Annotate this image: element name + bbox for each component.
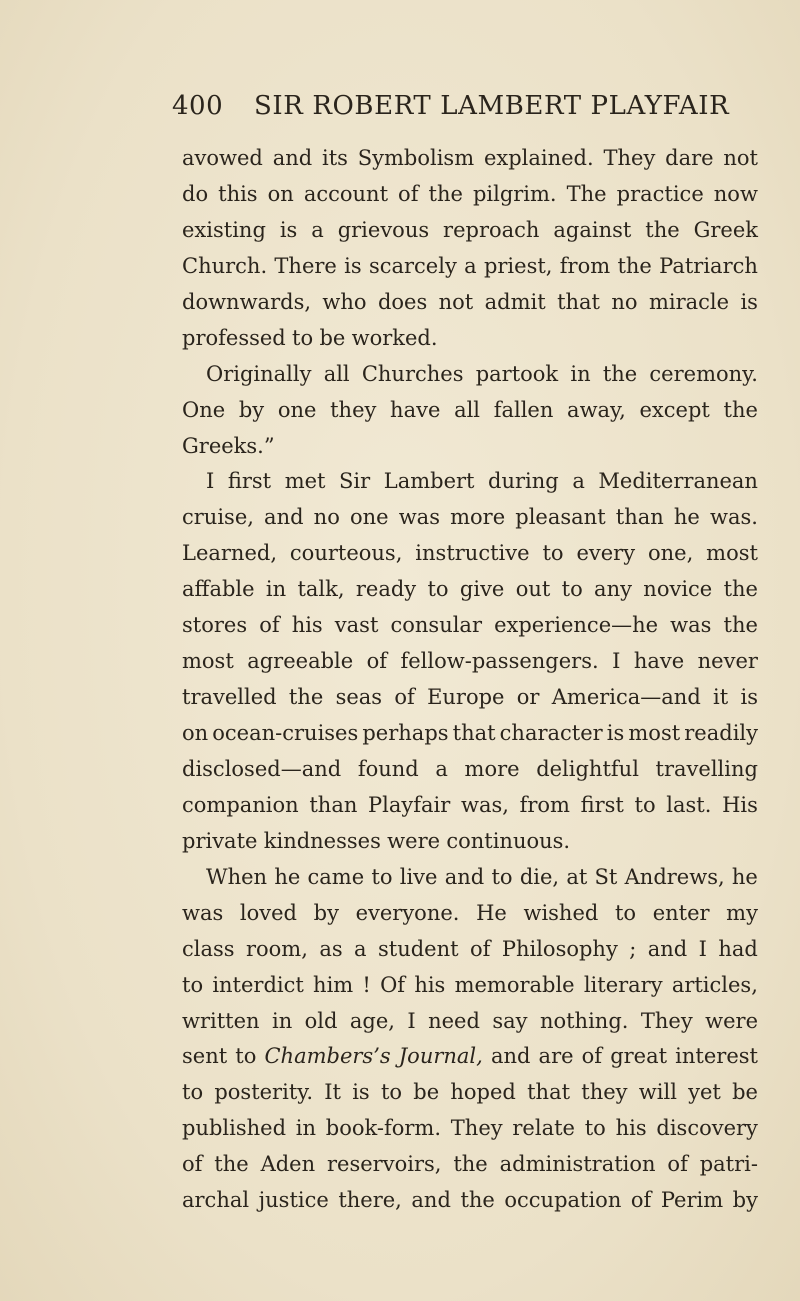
text-line: Greeks.” bbox=[182, 433, 275, 458]
page-header bbox=[172, 88, 756, 128]
text-line: cruise, and no one was more pleasant than he was. bbox=[182, 505, 758, 530]
text-line: of the Aden reservoirs, the administration of patri- bbox=[182, 1152, 758, 1177]
text-line: Church. There is scarcely a priest, from the Patriarch bbox=[182, 253, 758, 278]
text-line: Learned, courteous, instructive to every one, most bbox=[182, 541, 758, 566]
text-line: travelled the seas of Europe or America—and it is bbox=[182, 685, 758, 710]
text-line: I first met Sir Lambert during a Mediterranean bbox=[206, 469, 758, 494]
text-line: archal justice there, and the occupation of Perim by bbox=[182, 1188, 758, 1213]
text-line: private kindnesses were continuous. bbox=[182, 828, 571, 853]
text-line: When he came to live and to die, at St Andrews, he bbox=[206, 864, 758, 889]
text-line: sent to Chambers’s Journal, and are of great interest bbox=[182, 1044, 758, 1069]
text-line: to interdict him ! Of his memorable literary articles, bbox=[182, 972, 758, 997]
text-line: professed to be worked. bbox=[182, 325, 438, 350]
text-line: companion than Playfair was, from first to last. His bbox=[182, 792, 758, 817]
text-line: written in old age, I need say nothing. They were bbox=[182, 1008, 758, 1033]
text-line: most agreeable of fellow-passengers. I have never bbox=[182, 649, 758, 674]
text-line: class room, as a student of Philosophy ; and I had bbox=[182, 936, 758, 961]
text-line: One by one they have all fallen away, except the bbox=[182, 397, 758, 422]
running-title: SIR ROBERT LAMBERT PLAYFAIR bbox=[254, 91, 730, 121]
text-line: disclosed—and found a more delightful travelling bbox=[182, 756, 758, 781]
text-line: stores of his vast consular experience—he was the bbox=[182, 613, 758, 638]
text-line: existing is a grievous reproach against the Greek bbox=[182, 217, 758, 242]
body-text bbox=[182, 141, 758, 1219]
text-line: published in book-form. They relate to his discovery bbox=[182, 1116, 758, 1141]
text-line: Originally all Churches partook in the ceremony. bbox=[206, 361, 758, 386]
text-line: downwards, who does not admit that no miracle is bbox=[182, 289, 758, 314]
text-line: do this on account of the pilgrim. The practice now bbox=[182, 181, 758, 206]
text-line: on ocean-cruises perhaps that character is most readily bbox=[182, 721, 758, 745]
text-line: affable in talk, ready to give out to any novice the bbox=[182, 577, 758, 602]
text-line: to posterity. It is to be hoped that they will yet be bbox=[182, 1080, 758, 1105]
text-line: was loved by everyone. He wished to enter my bbox=[182, 900, 758, 925]
text-line: avowed and its Symbolism explained. They dare not bbox=[182, 146, 758, 170]
page-number: 400 bbox=[172, 91, 224, 121]
